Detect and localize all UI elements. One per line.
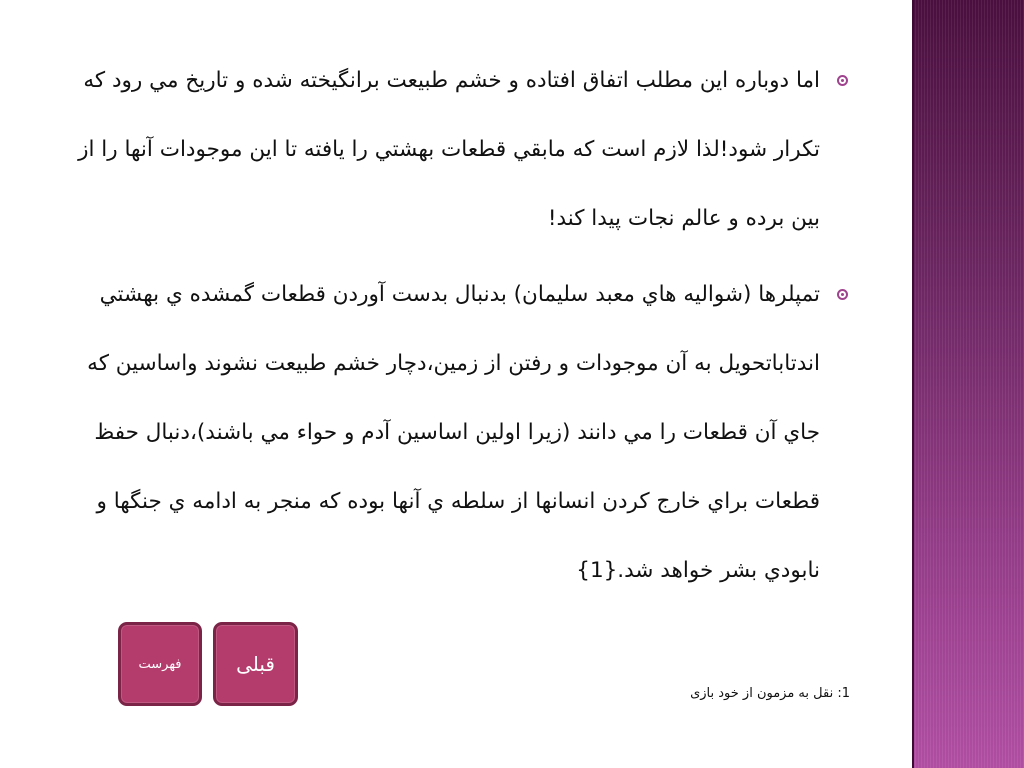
index-button-label: فهرست bbox=[138, 656, 182, 672]
circle-bullet-icon bbox=[837, 75, 848, 86]
bullet-paragraph-1: اما دوباره اين مطلب اتفاق افتاده و خشم طبيعت برانگيخته شده و تاريخ مي رود که تکرار شود!لذا لازم است که مابقي قطعات بهشتي را يافته تا اين موجودات آنها را از بين برده و عالم نجات پيدا کند! bbox=[78, 68, 820, 231]
previous-button-label: قبلی bbox=[236, 652, 275, 676]
footnote: 1: نقل به مزمون از خود بازی bbox=[690, 686, 850, 701]
decorative-side-band bbox=[912, 0, 1024, 768]
index-button[interactable] bbox=[118, 622, 202, 706]
bullet-paragraph-2: تمپلرها (شواليه هاي معبد سليمان) بدنبال بدست آوردن قطعات گمشده ي بهشتي اندتاباتحويل به آن موجودات و رفتن از زمين،دچار خشم طبيعت نشوند واساسين که جاي آن قطعات را مي دانند (زيرا اولين اساسين آدم و حواء مي باشند)،دنبال حفظ قطعات براي خارج کردن انسانها از سلطه ي آنها بوده که منجر به ادامه ي جنگها و نابودي بشر خواهد شد.{1} bbox=[87, 282, 820, 583]
previous-button[interactable] bbox=[213, 622, 298, 706]
circle-bullet-icon bbox=[837, 289, 848, 300]
side-band-edge bbox=[912, 0, 914, 768]
